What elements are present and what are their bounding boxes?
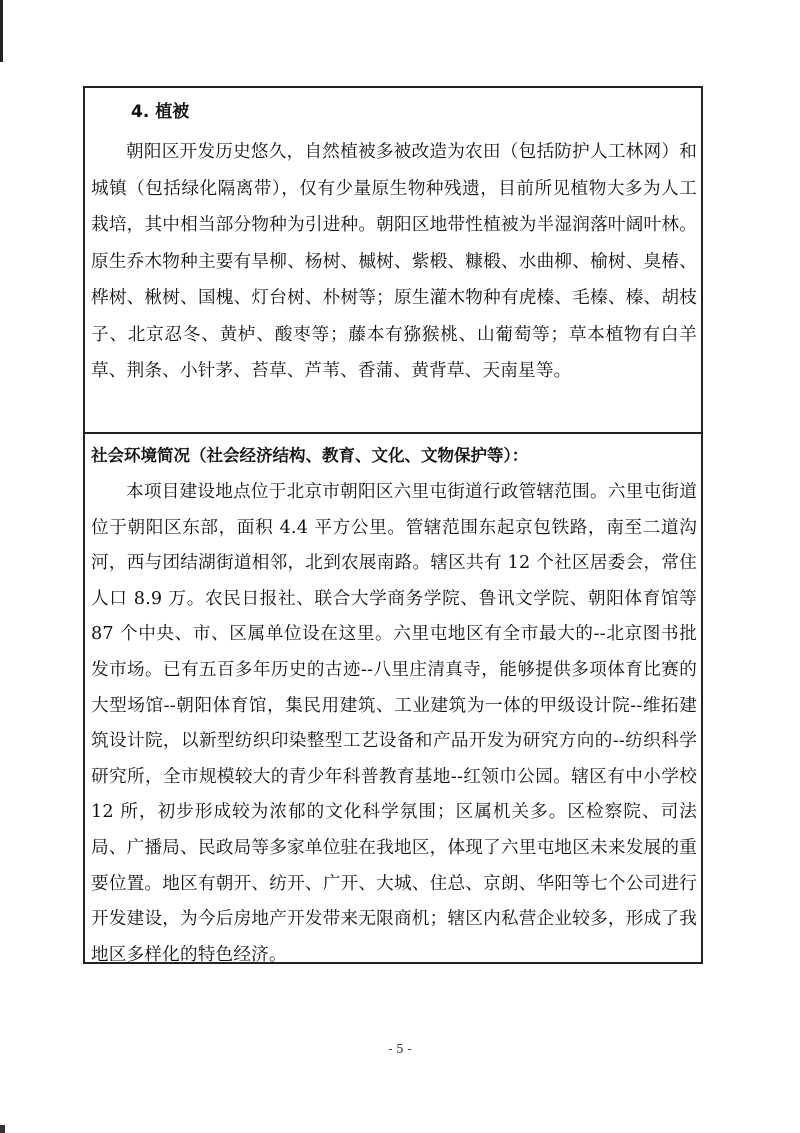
social-environment-heading: 社会环境简况（社会经济结构、教育、文化、文物保护等）：	[91, 446, 529, 465]
scan-edge-mark-bottom	[0, 1125, 5, 1133]
vegetation-section	[85, 88, 701, 432]
vegetation-paragraph: 朝阳区开发历史悠久，自然植被多被改造为农田（包括防护人工林网）和城镇（包括绿化隔离带），仅有少量原生物种残遗，目前所见植物大多为人工栽培，其中相当部分物种为引进种。朝阳区地带性植被为半湿润落叶阔叶林。原生乔木物种主要有旱柳、杨树、槭树、紫椴、糠椴、水曲柳、榆树、臭椿、桦树、楸树、国槐、灯台树、朴树等；原生灌木物种有虎榛、毛榛、榛、胡枝子、北京忍冬、黄栌、酸枣等；藤本有猕猴桃、山葡萄等；草本植物有白羊草、荆条、小针茅、苔草、芦苇、香蒲、黄背草、天南星等。	[91, 142, 697, 381]
vegetation-heading: 4. 植被	[131, 102, 190, 122]
page-number: - 5 -	[388, 1042, 412, 1056]
scan-edge-mark	[0, 0, 3, 62]
social-environment-section	[85, 432, 701, 965]
form-table	[83, 86, 703, 964]
social-environment-paragraph: 本项目建设地点位于北京市朝阳区六里屯街道行政管辖范围。六里屯街道位于朝阳区东部，面积 4.4 平方公里。管辖范围东起京包铁路，南至二道沟河，西与团结湖街道相邻，北到农展南路。辖区共有 12 个社区居委会，常住人口 8.9 万。农民日报社、联合大学商务学院、鲁讯文学院、朝阳体育馆等 87 个中央、市、区属单位设在这里。六里屯地区有全市最大的--北京图书批发市场。已有五百多年历史的古迹--八里庄清真寺，能够提供多项体育比赛的大型场馆--朝阳体育馆，集民用建筑、工业建筑为一体的甲级设计院--维拓建筑设计院，以新型纺织印染整型工艺设备和产品开发为研究方向的--纺织科学研究所，全市规模较大的青少年科普教育基地--红领巾公园。辖区有中小学校 12 所，初步形成较为浓郁的文化科学氛围；区属机关多。区检察院、司法局、广播局、民政局等多家单位驻在我地区，体现了六里屯地区未来发展的重要位置。地区有朝开、纺开、广开、大城、住总、京朗、华阳等七个公司进行开发建设，为今后房地产开发带来无限商机；辖区内私营企业较多，形成了我地区多样化的特色经济。	[91, 482, 697, 965]
